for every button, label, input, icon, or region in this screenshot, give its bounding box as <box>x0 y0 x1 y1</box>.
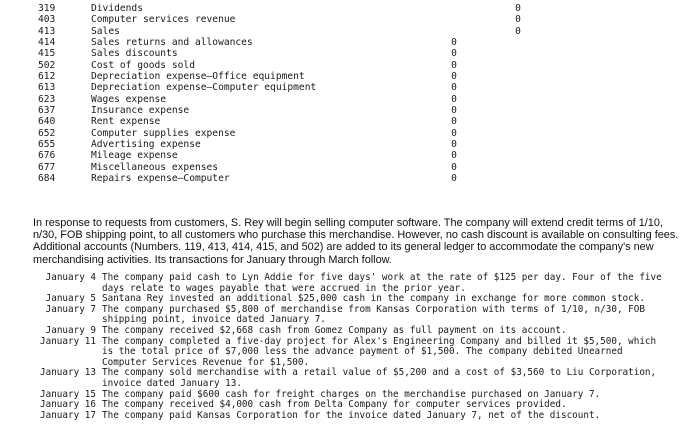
transaction-description: The company paid $600 cash for freight charges on the merchandise purchased on January 7. <box>102 388 601 400</box>
account-number: 640 <box>38 116 56 128</box>
transaction-date: January 7 <box>45 303 96 315</box>
account-debit-balance: 0 <box>451 37 457 49</box>
account-debit-balance: 0 <box>451 105 457 117</box>
account-name: Advertising expense <box>91 139 201 151</box>
transaction-date: January 9 <box>45 324 96 336</box>
account-row <box>0 173 700 184</box>
account-row <box>0 3 700 14</box>
account-number: 415 <box>38 48 56 60</box>
transaction-date: January 15 <box>40 388 96 400</box>
account-number: 413 <box>38 25 56 37</box>
account-number: 403 <box>38 14 56 26</box>
account-number: 684 <box>38 173 56 185</box>
account-number: 677 <box>38 161 56 173</box>
account-row <box>0 150 700 161</box>
account-row <box>0 116 700 127</box>
account-debit-balance: 0 <box>451 59 457 71</box>
account-name: Sales <box>91 25 120 37</box>
account-row <box>0 128 700 139</box>
account-name: Wages expense <box>91 93 167 105</box>
transaction-date: January 13 <box>40 367 96 379</box>
account-row <box>0 48 700 59</box>
account-debit-balance: 0 <box>451 139 457 151</box>
account-name: Insurance expense <box>91 105 190 117</box>
transaction-item <box>0 305 700 326</box>
transaction-date: January 17 <box>40 409 96 421</box>
account-name: Depreciation expense—Computer equipment <box>91 82 317 94</box>
transaction-item <box>0 411 700 422</box>
account-name: Dividends <box>91 3 143 14</box>
transaction-date: January 4 <box>45 272 96 283</box>
transaction-date: January 5 <box>45 293 96 305</box>
account-name: Computer supplies expense <box>91 127 236 139</box>
account-credit-balance: 0 <box>515 25 521 37</box>
account-credit-balance: 0 <box>515 14 521 26</box>
account-number: 652 <box>38 127 56 139</box>
account-row <box>0 82 700 93</box>
account-debit-balance: 0 <box>451 150 457 162</box>
transaction-description: The company completed a five-day project for Alex's Engineering Company and billed it $5,500, which is the total price of $7,000 less the advance payment of $1,500. The company debited Unearned Computer Services Revenue for $1,500. <box>102 335 657 368</box>
account-number: 612 <box>38 71 56 83</box>
account-row <box>0 105 700 116</box>
account-number: 613 <box>38 82 56 94</box>
account-number: 502 <box>38 59 56 71</box>
transaction-item <box>0 337 700 369</box>
account-number: 676 <box>38 150 56 162</box>
account-row <box>0 94 700 105</box>
account-name: Cost of goods sold <box>91 59 195 71</box>
transaction-list <box>0 273 700 421</box>
account-debit-balance: 0 <box>451 173 457 185</box>
account-name: Sales discounts <box>91 48 178 60</box>
transaction-description: Santana Rey invested an additional $25,000 cash in the company in exchange for more common stock. <box>102 293 645 305</box>
transaction-description: The company paid cash to Lyn Addie for five days' work at the rate of $125 per day. Four of the five days relate to wages payable that were accrued in the prior year. <box>102 272 662 294</box>
account-row <box>0 37 700 48</box>
account-name: Miscellaneous expenses <box>91 161 219 173</box>
transaction-description: The company sold merchandise with a retail value of $5,200 and a cost of $3,560 to Liu Corporation, invoice dated January 13. <box>102 367 657 389</box>
account-debit-balance: 0 <box>451 71 457 83</box>
account-row <box>0 60 700 71</box>
transaction-description: The company received $2,668 cash from Gomez Company as full payment on its account. <box>102 324 567 336</box>
account-row <box>0 14 700 25</box>
transaction-description: The company paid Kansas Corporation for the invoice dated January 7, net of the discount. <box>102 409 601 421</box>
account-debit-balance: 0 <box>451 48 457 60</box>
account-list <box>0 3 700 185</box>
transaction-description: The company purchased $5,800 of merchandise from Kansas Corporation with terms of 1/10, n/30, FOB shipping point, invoice dated January 7. <box>102 303 645 326</box>
account-number: 655 <box>38 139 56 151</box>
account-row <box>0 26 700 37</box>
account-credit-balance: 0 <box>515 3 521 14</box>
account-debit-balance: 0 <box>451 127 457 139</box>
transaction-description: The company received $4,000 cash from Delta Company for computer services provided. <box>102 399 567 411</box>
account-number: 319 <box>38 3 56 14</box>
account-name: Mileage expense <box>91 150 178 162</box>
intro-paragraph: In response to requests from customers, S. Rey will begin selling computer software. The company will extend credit terms of 1/10, n/30, FOB shipping point, to all customers who purchase this merchandise. However, no cash discount is available on consulting fees. Additional accounts (Numbers. 119, 413, 414, 415, and 502) are added to its general ledger to accommodate the company's new merchandising activities. Its transactions for January through March follow. <box>33 216 679 266</box>
account-debit-balance: 0 <box>451 82 457 94</box>
account-name: Repairs expense—Computer <box>91 173 230 185</box>
account-name: Sales returns and allowances <box>91 37 253 49</box>
account-row <box>0 162 700 173</box>
transaction-item <box>0 368 700 389</box>
account-name: Depreciation expense—Office equipment <box>91 71 305 83</box>
transaction-item <box>0 273 700 294</box>
account-number: 623 <box>38 93 56 105</box>
account-debit-balance: 0 <box>451 93 457 105</box>
account-name: Rent expense <box>91 116 161 128</box>
transaction-item <box>0 326 700 337</box>
account-debit-balance: 0 <box>451 116 457 128</box>
account-row <box>0 139 700 150</box>
account-number: 414 <box>38 37 56 49</box>
transaction-date: January 11 <box>40 335 96 347</box>
account-row <box>0 71 700 82</box>
transaction-date: January 16 <box>40 399 96 411</box>
account-name: Computer services revenue <box>91 14 236 26</box>
account-debit-balance: 0 <box>451 161 457 173</box>
account-number: 637 <box>38 105 56 117</box>
